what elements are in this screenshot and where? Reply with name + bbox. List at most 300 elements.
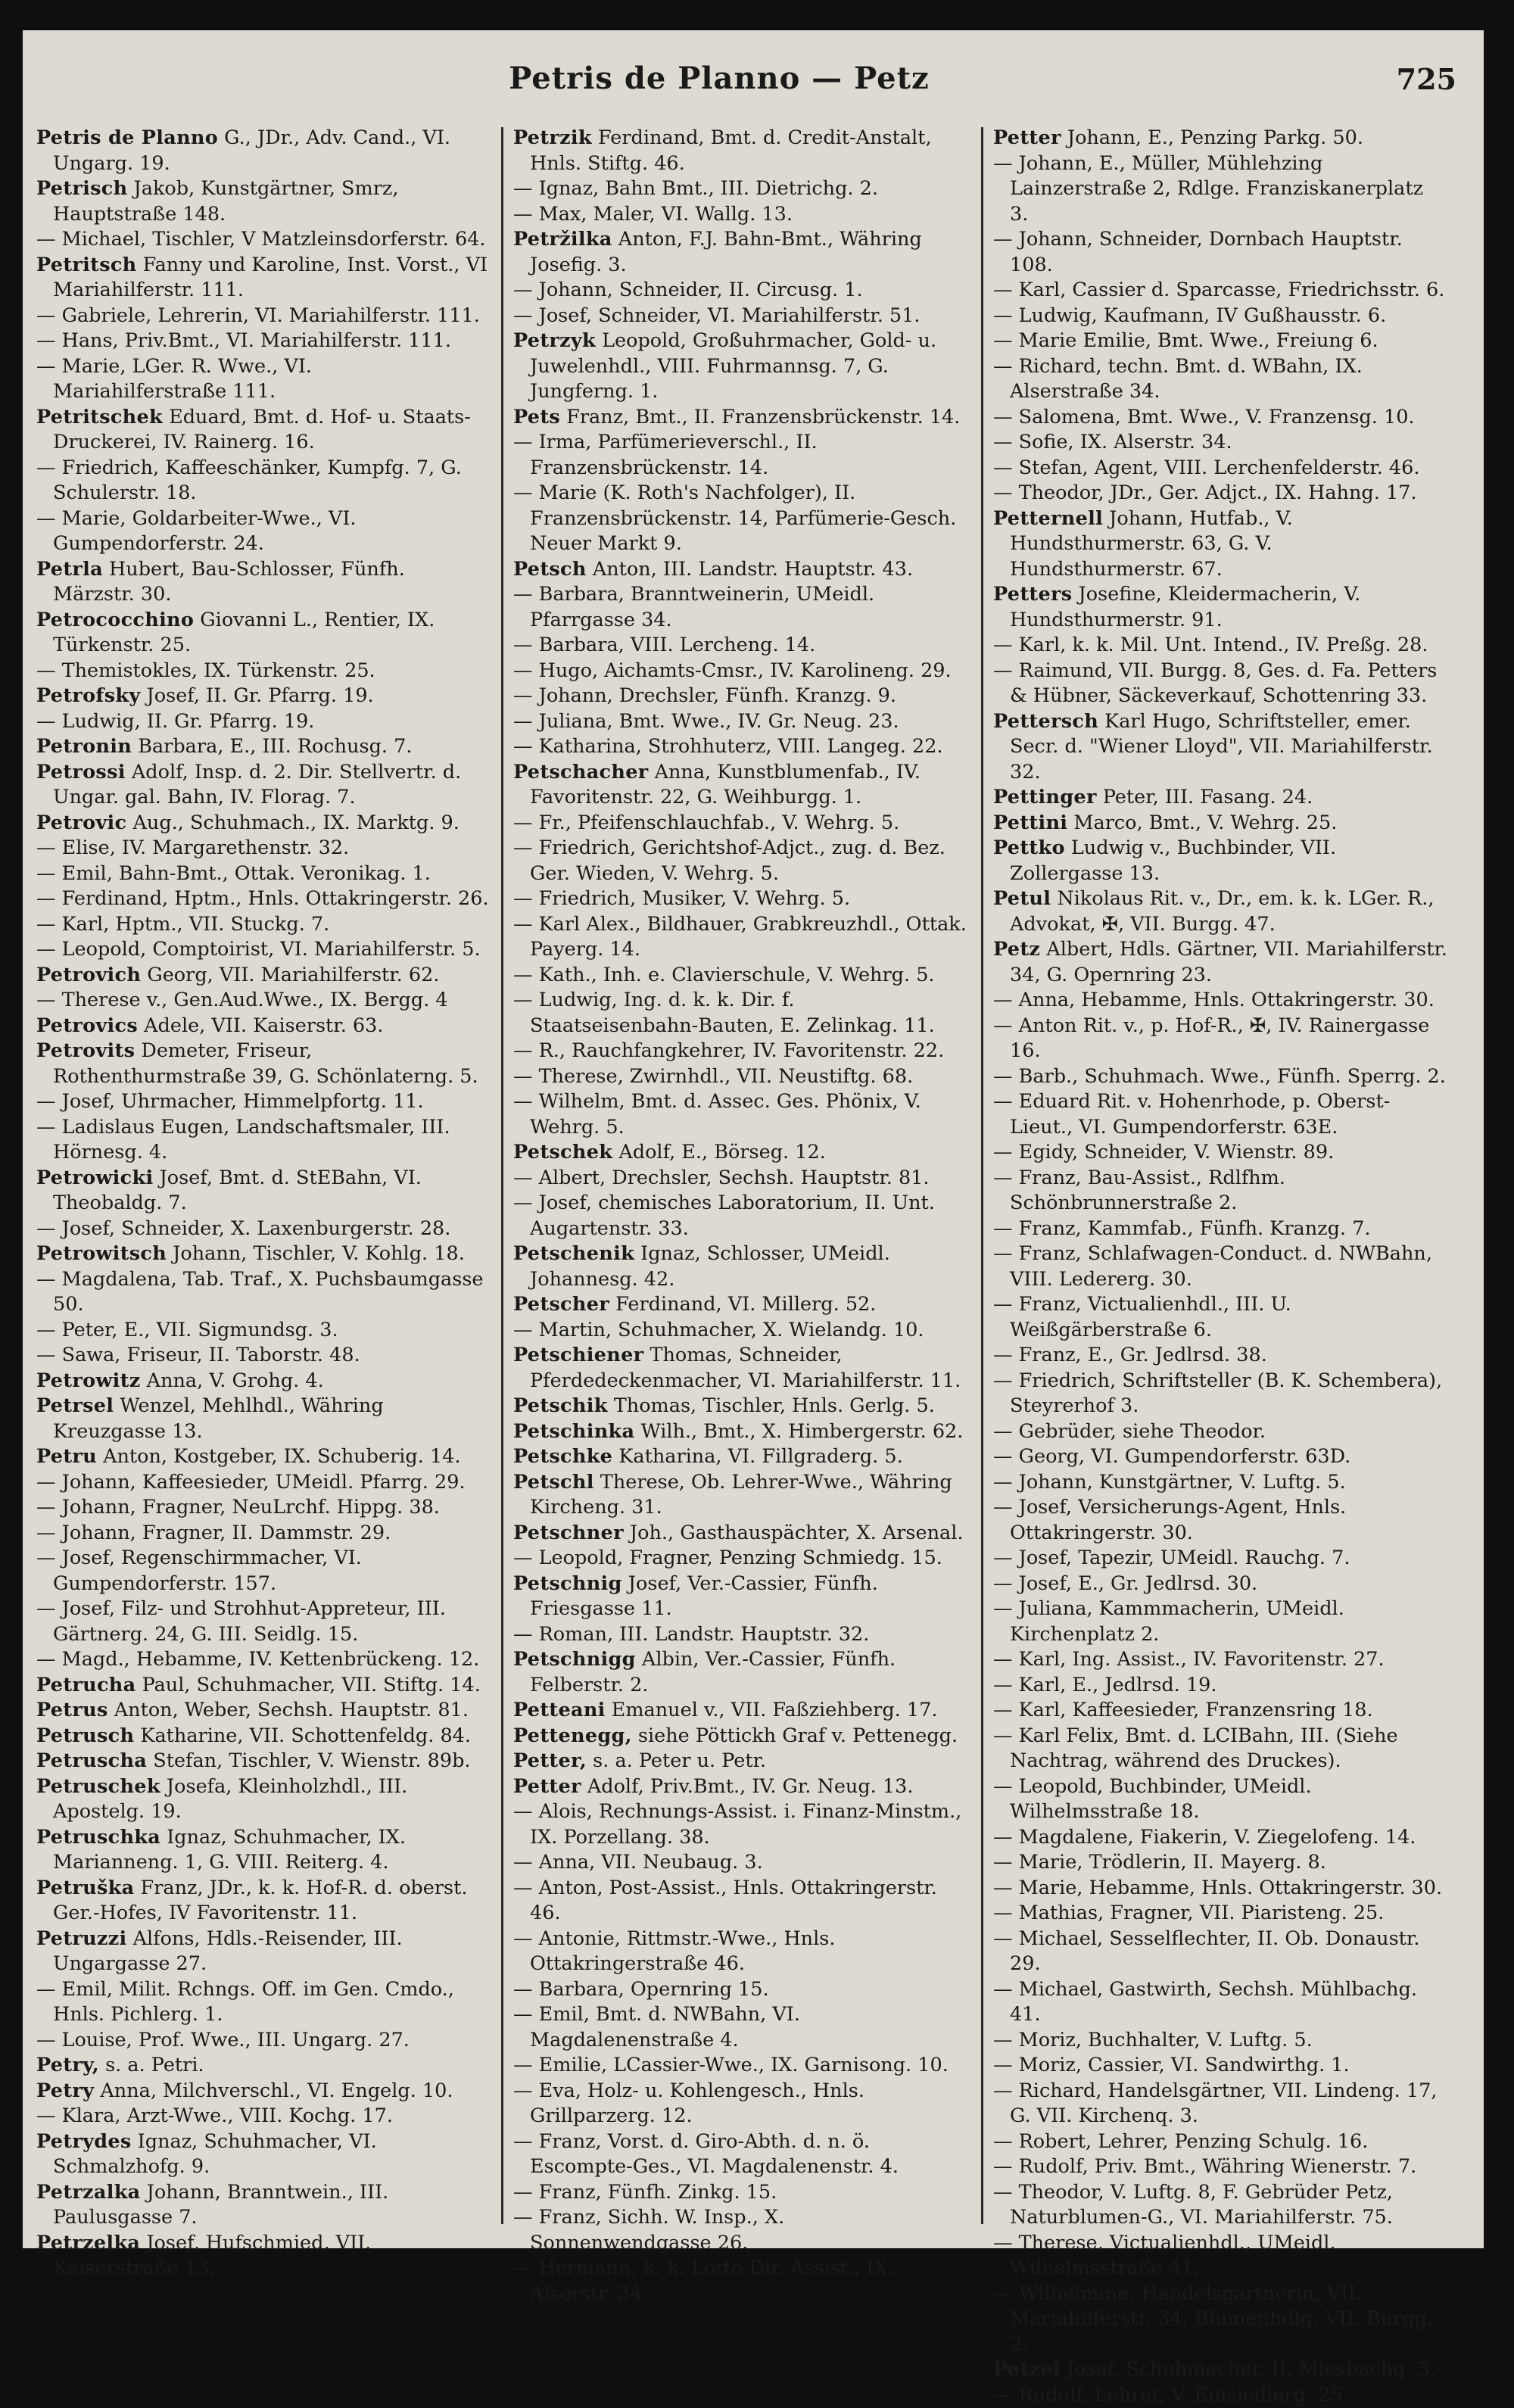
entry-details: — Friedrich, Musiker, V. Wehrg. 5. xyxy=(513,887,850,910)
directory-entry xyxy=(513,1876,967,1927)
entry-details: Stefan, Tischler, V. Wienstr. 89b. xyxy=(147,1749,470,1772)
entry-surname: Petrowicki xyxy=(36,1167,153,1189)
entry-surname: Petschke xyxy=(513,1445,612,1468)
entry-details: Anton, Weber, Sechsh. Hauptstr. 81. xyxy=(108,1699,469,1721)
directory-entry xyxy=(36,1546,491,1597)
directory-entry xyxy=(36,988,491,1014)
directory-entry xyxy=(993,988,1447,1014)
directory-entry xyxy=(513,2205,967,2256)
entry-surname: Petrzelka xyxy=(36,2232,140,2254)
entry-details: Eduard, Bmt. d. Hof- u. Staats-Druckerei, IV. Rainerg. 16. xyxy=(53,406,471,454)
directory-entry xyxy=(36,354,491,405)
entry-surname: Petrucha xyxy=(36,1674,136,1696)
directory-entry xyxy=(36,2180,491,2231)
entry-details: Marco, Bmt., V. Wehrg. 25. xyxy=(1067,811,1337,834)
directory-entry xyxy=(513,1850,967,1876)
entry-details: Ferdinand, VI. Millerg. 52. xyxy=(609,1293,876,1316)
directory-entry xyxy=(513,1927,967,1977)
directory-entry xyxy=(513,912,967,963)
column-1 xyxy=(36,126,491,2230)
entry-surname: Pettko xyxy=(993,836,1065,859)
entry-details: — Franz, Fünfh. Zinkg. 15. xyxy=(513,2181,777,2204)
entry-details: Nikolaus Rit. v., Dr., em. k. k. LGer. R., Advokat, ✠, VII. Burgg. 47. xyxy=(1010,887,1434,936)
entry-details: — Johann, E., Müller, Mühlehzing Lainzerstraße 2, Rdlge. Franziskanerplatz 3. xyxy=(993,152,1423,226)
directory-entry xyxy=(513,2079,967,2129)
entry-surname: Petul xyxy=(993,887,1051,910)
entry-details: — Marie Emilie, Bmt. Wwe., Freiung 6. xyxy=(993,329,1378,352)
directory-entry xyxy=(993,785,1447,811)
directory-entry xyxy=(513,582,967,633)
entry-details: — Josef, chemisches Laboratorium, II. Unt. Augartenstr. 33. xyxy=(513,1192,935,1240)
entry-surname: Petrzik xyxy=(513,126,592,149)
entry-details: Wilh., Bmt., X. Himbergerstr. 62. xyxy=(634,1420,963,1443)
running-head: Petris de Planno — Petz xyxy=(447,61,992,96)
entry-details: — Moriz, Cassier, VI. Sandwirthg. 1. xyxy=(993,2054,1350,2076)
entry-details: — Barbara, Branntweinerin, UMeidl. Pfarrgasse 34. xyxy=(513,583,874,631)
directory-entry xyxy=(993,1673,1447,1699)
entry-details: Ignaz, Schuhmacher, VI. Schmalzhofg. 9. xyxy=(53,2130,377,2179)
entry-surname: Petters xyxy=(993,583,1072,606)
directory-entry xyxy=(993,2154,1447,2180)
entry-details: — Magdalene, Fiakerin, V. Ziegelofeng. 14. xyxy=(993,1826,1416,1849)
entry-details: — R., Rauchfangkehrer, IV. Favoritenstr. 22. xyxy=(513,1039,944,1062)
entry-details: — Louise, Prof. Wwe., III. Ungarg. 27. xyxy=(36,2029,410,2051)
entry-details: Anton, III. Landstr. Hauptstr. 43. xyxy=(587,558,913,581)
directory-entry xyxy=(513,2053,967,2079)
entry-details: Josef, II. Gr. Pfarrg. 19. xyxy=(140,684,373,707)
entry-details: Johann, Branntwein., III. Paulusgasse 7. xyxy=(53,2181,388,2229)
directory-entry xyxy=(36,1698,491,1724)
entry-details: — Friedrich, Gerichtshof-Adjct., zug. d. Bez. Ger. Wieden, V. Wehrg. 5. xyxy=(513,836,945,885)
entry-surname: Petschenik xyxy=(513,1242,634,1265)
entry-details: — Johann, Fragner, NeuLrchf. Hippg. 38. xyxy=(36,1496,440,1519)
directory-entry xyxy=(36,1774,491,1825)
entry-details: Wenzel, Mehlhdl., Währing Kreuzgasse 13. xyxy=(53,1394,384,1443)
entry-surname: Petrydes xyxy=(36,2130,132,2153)
entry-details: Jakob, Kunstgärtner, Smrz, Hauptstraße 148. xyxy=(53,177,398,226)
entry-surname: Pets xyxy=(513,406,560,428)
directory-entry xyxy=(993,1014,1447,1064)
entry-details: Barbara, E., III. Rochusg. 7. xyxy=(132,735,412,758)
entry-surname: Petrisch xyxy=(36,177,127,200)
entry-details: — Marie, Goldarbeiter-Wwe., VI. Gumpendorferstr. 24. xyxy=(36,507,357,556)
directory-entry xyxy=(513,1064,967,1090)
directory-entry xyxy=(513,1622,967,1648)
directory-entry xyxy=(36,1166,491,1216)
directory-entry xyxy=(513,430,967,481)
directory-entry xyxy=(36,1444,491,1470)
directory-entry xyxy=(513,684,967,709)
directory-entry xyxy=(36,734,491,760)
entry-details: Demeter, Friseur, Rothenthurmstraße 39, G. Schönlaterng. 5. xyxy=(53,1039,478,1088)
entry-details: — Richard, techn. Bmt. d. WBahn, IX. Alserstraße 34. xyxy=(993,355,1363,403)
directory-entry xyxy=(993,304,1447,329)
entry-details: — Anton Rit. v., p. Hof-R., ✠, IV. Rainergasse 16. xyxy=(993,1014,1429,1063)
entry-surname: Petschnig xyxy=(513,1572,622,1595)
directory-entry xyxy=(993,481,1447,506)
entry-details: — Franz, Bau-Assist., Rdlfhm. Schönbrunnerstraße 2. xyxy=(993,1167,1285,1215)
entry-details: — Ferdinand, Hptm., Hnls. Ottakringerstr. 26. xyxy=(36,887,489,910)
entry-surname: Pettini xyxy=(993,811,1067,834)
directory-entry xyxy=(513,1521,967,1547)
directory-entry xyxy=(36,1977,491,2028)
directory-entry xyxy=(513,1977,967,2003)
directory-entry xyxy=(513,126,967,176)
entry-details: — Emil, Milit. Rchngs. Off. im Gen. Cmdo., Hnls. Pichlerg. 1. xyxy=(36,1978,454,2026)
entry-details: — Juliana, Bmt. Wwe., IV. Gr. Neug. 23. xyxy=(513,710,899,733)
directory-entry xyxy=(36,684,491,709)
directory-entry xyxy=(513,1241,967,1292)
entry-details: Karl Hugo, Schriftsteller, emer. Secr. d. "Wiener Lloyd", VII. Mariahilferstr. 32. xyxy=(1010,710,1433,783)
directory-entry xyxy=(993,836,1447,886)
entry-details: — Katharina, Strohhuterz, VIII. Langeg. 22. xyxy=(513,735,943,758)
directory-entry xyxy=(36,912,491,938)
entry-details: Leopold, Großuhrmacher, Gold- u. Juwelenhdl., VIII. Fuhrmannsg. 7, G. Jungferng. 1. xyxy=(530,329,936,403)
column-2 xyxy=(513,126,967,2230)
entry-details: — Michael, Tischler, V Matzleinsdorferstr. 64. xyxy=(36,228,486,251)
directory-entry xyxy=(993,456,1447,481)
entry-details: Ferdinand, Bmt. d. Credit-Anstalt, Hnls. Stiftg. 46. xyxy=(530,126,932,175)
directory-entry xyxy=(36,506,491,557)
directory-entry xyxy=(36,1825,491,1876)
directory-entry xyxy=(993,1470,1447,1496)
entry-details: Franz, JDr., k. k. Hof-R. d. oberst. Ger.-Hofes, IV Favoritenstr. 11. xyxy=(53,1877,467,1925)
entry-details: Josef, Schuhmacher, II. Miesbachg. 3. xyxy=(1061,2358,1436,2381)
directory-entry xyxy=(513,1774,967,1800)
entry-details: — Kath., Inh. e. Clavierschule, V. Wehrg. 5. xyxy=(513,964,935,986)
directory-entry xyxy=(36,1876,491,1927)
directory-entry xyxy=(993,1572,1447,1597)
directory-entry xyxy=(36,1369,491,1394)
entry-details: Emanuel v., VII. Faßziehberg. 17. xyxy=(606,1699,938,1721)
entry-surname: Petruška xyxy=(36,1877,134,1899)
directory-entry xyxy=(513,1318,967,1344)
directory-entry xyxy=(513,1419,967,1445)
entry-details: Adolf, E., Börseg. 12. xyxy=(612,1141,826,1164)
entry-surname: Petrowitz xyxy=(36,1369,141,1392)
directory-entry xyxy=(993,937,1447,988)
directory-entry xyxy=(513,304,967,329)
directory-entry xyxy=(36,1318,491,1344)
entry-surname: Petternell xyxy=(993,507,1103,530)
entry-details: — Josef, Uhrmacher, Himmelpfortg. 11. xyxy=(36,1090,424,1113)
entry-details: Josef, Hufschmied, VII. Kaiserstraße 13. xyxy=(53,2232,371,2280)
directory-entry xyxy=(513,1394,967,1419)
directory-entry xyxy=(36,1927,491,1977)
directory-entry xyxy=(513,1140,967,1166)
entry-details: — Josef, Tapezir, UMeidl. Rauchg. 7. xyxy=(993,1547,1350,1569)
entry-details: — Franz, Vorst. d. Giro-Abth. d. n. ö. Escompte-Ges., VI. Magdalenenstr. 4. xyxy=(513,2130,899,2179)
directory-entry xyxy=(36,1267,491,1318)
entry-details: — Elise, IV. Margarethenstr. 32. xyxy=(36,836,349,859)
entry-surname: Petronin xyxy=(36,735,132,758)
column-rule-1 xyxy=(501,127,503,2224)
entry-details: — Franz, E., Gr. Jedlrsd. 38. xyxy=(993,1344,1267,1366)
entry-surname: Petruzzi xyxy=(36,1927,127,1950)
directory-entry xyxy=(36,1749,491,1774)
entry-details: Alfons, Hdls.-Reisender, III. Ungargasse 27. xyxy=(53,1927,403,1976)
entry-details: Franz, Bmt., II. Franzensbrückenstr. 14. xyxy=(560,406,960,428)
entry-details: — Johann, Schneider, II. Circusg. 1. xyxy=(513,279,863,301)
directory-entry xyxy=(36,1014,491,1039)
entry-details: Adele, VII. Kaiserstr. 63. xyxy=(138,1014,383,1037)
directory-entry xyxy=(993,278,1447,304)
entry-details: — Antonie, Rittmstr.-Wwe., Hnls. Ottakringerstraße 46. xyxy=(513,1927,835,1976)
directory-entry xyxy=(993,1064,1447,1090)
entry-details: — Franz, Victualienhdl., III. U. Weißgärberstraße 6. xyxy=(993,1293,1291,1341)
entry-details: Albert, Hdls. Gärtner, VII. Mariahilferstr. 34, G. Opernring 23. xyxy=(1010,938,1447,986)
entry-details: — Josef, Schneider, X. Laxenburgerstr. 28. xyxy=(36,1217,450,1240)
directory-entry xyxy=(513,2256,967,2307)
entry-details: — Karl, Kaffeesieder, Franzensring 18. xyxy=(993,1699,1373,1721)
entry-surname: Petrusch xyxy=(36,1724,134,1747)
entry-surname: Petschner xyxy=(513,1522,624,1544)
entry-details: Fanny und Karoline, Inst. Vorst., VI Mariahilferstr. 111. xyxy=(53,254,488,302)
directory-entry xyxy=(513,988,967,1039)
directory-entry xyxy=(36,1115,491,1166)
entry-details: — Hermann, k. k. Lotto-Dir. Assist., IX. Alserstr. 34. xyxy=(513,2257,894,2305)
directory-entry xyxy=(513,2002,967,2053)
entry-details: — Ludwig, Ing. d. k. k. Dir. f. Staatseisenbahn-Bauten, E. Zelinkag. 11. xyxy=(513,989,935,1037)
entry-surname: Petrossi xyxy=(36,761,126,783)
entry-details: — Michael, Sesselflechter, II. Ob. Donaustr. 29. xyxy=(993,1927,1419,1976)
entry-surname: Petrovic xyxy=(36,811,126,834)
entry-surname: Petter, xyxy=(513,1749,587,1772)
directory-entry xyxy=(993,1927,1447,1977)
directory-entry xyxy=(513,709,967,735)
entry-details: — Max, Maler, VI. Wallg. 13. xyxy=(513,203,793,226)
entry-surname: Pettersch xyxy=(993,710,1098,733)
directory-entry xyxy=(993,811,1447,836)
directory-entry xyxy=(36,1241,491,1267)
directory-entry xyxy=(36,608,491,659)
directory-entry xyxy=(36,253,491,304)
directory-entry xyxy=(993,1140,1447,1166)
entry-details: Thomas, Tischler, Hnls. Gerlg. 5. xyxy=(608,1394,935,1417)
directory-entry xyxy=(993,227,1447,278)
directory-entry xyxy=(993,1292,1447,1343)
entry-details: — Karl, E., Jedlrsd. 19. xyxy=(993,1674,1217,1696)
directory-entry xyxy=(993,1850,1447,1876)
entry-details: — Josef, Filz- und Strohhut-Appreteur, III. Gärtnerg. 24, G. III. Seidlg. 15. xyxy=(36,1597,446,1646)
entry-details: Peter, III. Fasang. 24. xyxy=(1097,786,1313,808)
directory-entry xyxy=(36,329,491,354)
entry-details: — Josef, Schneider, VI. Mariahilferstr. 51. xyxy=(513,304,920,327)
directory-entry xyxy=(36,1216,491,1242)
directory-entry xyxy=(513,481,967,557)
directory-entry xyxy=(993,126,1447,151)
entry-details: — Karl Alex., Bildhauer, Grabkreuzhdl., Ottak. Payerg. 14. xyxy=(513,913,967,961)
directory-entry xyxy=(36,963,491,989)
entry-details: Aug., Schuhmach., IX. Marktg. 9. xyxy=(126,811,459,834)
entry-details: Katharine, VII. Schottenfeldg. 84. xyxy=(134,1724,471,1747)
entry-details: — Hugo, Aichamts-Cmsr., IV. Karolineng. 29. xyxy=(513,659,952,682)
directory-entry xyxy=(36,1089,491,1115)
entry-surname: Petruschka xyxy=(36,1826,160,1849)
entry-details: — Barb., Schuhmach. Wwe., Fünfh. Sperrg. 2. xyxy=(993,1065,1446,1088)
directory-entry xyxy=(36,811,491,836)
directory-entry xyxy=(513,2180,967,2206)
directory-entry xyxy=(513,811,967,836)
entry-details: — Leopold, Fragner, Penzing Schmiedg. 15. xyxy=(513,1547,942,1569)
entry-details: — Albert, Drechsler, Sechsh. Hauptstr. 81. xyxy=(513,1167,930,1189)
directory-entry xyxy=(36,2079,491,2104)
directory-entry xyxy=(993,1444,1447,1470)
directory-entry xyxy=(513,1647,967,1698)
directory-entry xyxy=(993,1343,1447,1369)
entry-surname: Petru xyxy=(36,1445,97,1468)
entry-surname: Petschl xyxy=(513,1471,594,1494)
entry-details: — Gabriele, Lehrerin, VI. Mariahilferstr. 111. xyxy=(36,304,480,327)
entry-details: Katharina, VI. Fillgraderg. 5. xyxy=(612,1445,902,1468)
directory-entry xyxy=(993,1419,1447,1445)
directory-entry xyxy=(36,2129,491,2180)
entry-details: Albin, Ver.-Cassier, Fünfh. Felberstr. 2. xyxy=(530,1648,896,1696)
directory-entry xyxy=(513,1343,967,1394)
entry-details: — Rudolf, Lehrer, V. Einsiedlerg. 25. xyxy=(993,2384,1349,2406)
entry-details: — Emilie, LCassier-Wwe., IX. Garnisong. 10. xyxy=(513,2054,949,2076)
entry-details: Paul, Schuhmacher, VII. Stiftg. 14. xyxy=(136,1674,480,1696)
directory-entry xyxy=(513,1166,967,1192)
entry-details: — Karl Felix, Bmt. d. LCIBahn, III. (Siehe Nachtrag, während des Druckes). xyxy=(993,1724,1398,1773)
directory-entry xyxy=(993,1901,1447,1927)
directory-entry xyxy=(993,582,1447,633)
directory-entry xyxy=(513,836,967,886)
directory-entry xyxy=(993,1089,1447,1140)
directory-entry xyxy=(513,176,967,202)
directory-entry xyxy=(513,1546,967,1572)
entry-surname: Petry xyxy=(36,2079,94,2102)
directory-entry xyxy=(993,2079,1447,2129)
entry-details: — Marie, LGer. R. Wwe., VI. Mariahilferstraße 111. xyxy=(36,355,312,403)
directory-entry xyxy=(993,709,1447,786)
directory-entry xyxy=(36,1495,491,1521)
directory-entry xyxy=(513,1191,967,1241)
entry-details: — Magd., Hebamme, IV. Kettenbrückeng. 12. xyxy=(36,1648,479,1671)
entry-surname: Petrla xyxy=(36,558,103,581)
entry-details: — Klara, Arzt-Wwe., VIII. Kochg. 17. xyxy=(36,2104,393,2127)
entry-details: Joh., Gasthauspächter, X. Arsenal. xyxy=(624,1522,964,1544)
entry-details: Anna, Kunstblumenfab., IV. Favoritenstr. 22, G. Weihburgg. 1. xyxy=(530,761,921,809)
entry-details: Thomas, Schneider, Pferdedeckenmacher, VI. Mariahilferstr. 11. xyxy=(530,1344,961,1392)
entry-details: — Therese, Victualienhdl., UMeidl. Wilhelmsstraße 41. xyxy=(993,2232,1336,2280)
directory-entry xyxy=(513,1572,967,1622)
entry-details: — Richard, Handelsgärtner, VII. Lindeng. 17, G. VII. Kirchenq. 3. xyxy=(993,2079,1437,2128)
entry-details: — Anton, Post-Assist., Hnls. Ottakringerstr. 46. xyxy=(513,1877,937,1925)
directory-entry xyxy=(993,2231,1447,2282)
directory-entry xyxy=(36,2231,491,2282)
entry-details: — Wilhelmine, Handelsgärtnerin, VII. Mariahilferstr. 34, Blumenhdlg. VII. Burgg. 2. xyxy=(993,2282,1433,2356)
entry-details: Ignaz, Schuhmacher, IX. Marianneng. 1, G. VIII. Reiterg. 4. xyxy=(53,1826,406,1874)
entry-surname: Petrsel xyxy=(36,1394,114,1417)
directory-entry xyxy=(36,2028,491,2054)
entry-surname: Petschiener xyxy=(513,1344,643,1366)
entry-details: — Hans, Priv.Bmt., VI. Mariahilferstr. 111. xyxy=(36,329,451,352)
entry-details: Hubert, Bau-Schlosser, Fünfh. Märzstr. 30. xyxy=(53,558,405,606)
directory-entry xyxy=(513,659,967,684)
entry-details: — Franz, Schlafwagen-Conduct. d. NWBahn, VIII. Ledererg. 30. xyxy=(993,1242,1432,1291)
entry-details: Josefa, Kleinholzhdl., III. Apostelg. 19. xyxy=(53,1775,407,1824)
directory-entry xyxy=(513,227,967,278)
directory-entry xyxy=(993,633,1447,659)
entry-details: — Marie, Trödlerin, II. Mayerg. 8. xyxy=(993,1851,1326,1874)
entry-details: — Eva, Holz- u. Kohlengesch., Hnls. Grillparzerg. 12. xyxy=(513,2079,864,2128)
directory-entry xyxy=(513,1089,967,1140)
entry-details: — Peter, E., VII. Sigmundsg. 3. xyxy=(36,1319,338,1341)
entry-details: Johann, E., Penzing Parkg. 50. xyxy=(1061,126,1363,149)
entry-details: Josef, Bmt. d. StEBahn, VI. Theobaldg. 7. xyxy=(53,1167,422,1215)
directory-entry xyxy=(513,1292,967,1318)
entry-details: Johann, Hutfab., V. Hundsthurmerstr. 63, G. V. Hundsthurmerstr. 67. xyxy=(1010,507,1293,581)
entry-surname: Petruscha xyxy=(36,1749,147,1772)
entry-surname: Petritschek xyxy=(36,406,163,428)
entry-surname: Petrofsky xyxy=(36,684,140,707)
entry-details: — Ladislaus Eugen, Landschaftsmaler, III. Hörnesg. 4. xyxy=(36,1116,450,1164)
entry-details: — Emil, Bmt. d. NWBahn, VI. Magdalenenstraße 4. xyxy=(513,2003,800,2051)
entry-surname: Petschinka xyxy=(513,1420,634,1443)
entry-details: — Leopold, Buchbinder, UMeidl. Wilhelmsstraße 18. xyxy=(993,1775,1312,1824)
directory-entry xyxy=(513,1444,967,1470)
directory-entry xyxy=(36,126,491,176)
directory-entry xyxy=(993,430,1447,456)
entry-details: — Juliana, Kammmacherin, UMeidl. Kirchenplatz 2. xyxy=(993,1597,1344,1646)
directory-entry xyxy=(36,1724,491,1749)
directory-entry xyxy=(513,760,967,811)
entry-surname: Petris de Planno xyxy=(36,126,218,149)
directory-entry xyxy=(36,1597,491,1647)
entry-surname: Petrzalka xyxy=(36,2181,141,2204)
directory-entry xyxy=(36,176,491,227)
directory-entry xyxy=(36,1647,491,1673)
entry-details: — Karl, k. k. Mil. Unt. Intend., IV. Preßg. 28. xyxy=(993,634,1428,656)
directory-entry xyxy=(993,1166,1447,1216)
column-3 xyxy=(993,126,1447,2230)
entry-details: — Salomena, Bmt. Wwe., V. Franzensg. 10. xyxy=(993,406,1415,428)
entry-surname: Petrowitsch xyxy=(36,1242,167,1265)
entry-details: — Josef, Regenschirmmacher, VI. Gumpendorferstr. 157. xyxy=(36,1547,362,1595)
directory-entry xyxy=(993,1495,1447,1546)
entry-details: — Magdalena, Tab. Traf., X. Puchsbaumgasse 50. xyxy=(36,1268,484,1316)
entry-details: Josefine, Kleidermacherin, V. Hundsthurmerstr. 91. xyxy=(1010,583,1360,631)
directory-entry xyxy=(36,886,491,912)
entry-details: — Ignaz, Bahn Bmt., III. Dietrichg. 2. xyxy=(513,177,878,200)
entry-details: — Leopold, Comptoirist, VI. Mariahilferstr. 5. xyxy=(36,938,481,961)
entry-details: Anna, V. Grohg. 4. xyxy=(141,1369,324,1392)
entry-details: — Marie (K. Roth's Nachfolger), II. Franzensbrückenstr. 14, Parfümerie-Gesch. Neuer Markt 9. xyxy=(513,481,956,555)
directory-entry xyxy=(36,1039,491,1089)
entry-surname: Petritsch xyxy=(36,254,137,276)
entry-details: — Mathias, Fragner, VII. Piaristeng. 25. xyxy=(993,1902,1384,1924)
directory-entry xyxy=(993,1698,1447,1724)
entry-details: Johann, Tischler, V. Kohlg. 18. xyxy=(167,1242,465,1265)
directory-entry xyxy=(513,405,967,431)
directory-entry xyxy=(993,329,1447,354)
directory-entry xyxy=(36,456,491,506)
entry-details: — Sofie, IX. Alserstr. 34. xyxy=(993,431,1232,453)
entry-details: — Raimund, VII. Burgg. 8, Ges. d. Fa. Petters & Hübner, Säckeverkauf, Schottenring 33. xyxy=(993,659,1437,708)
entry-surname: Petscher xyxy=(513,1293,609,1316)
entry-details: — Johann, Fragner, II. Dammstr. 29. xyxy=(36,1522,391,1544)
entry-details: — Fr., Pfeifenschlauchfab., V. Wehrg. 5. xyxy=(513,811,899,834)
directory-entry xyxy=(993,886,1447,937)
entry-details: Therese, Ob. Lehrer-Wwe., Währing Kircheng. 31. xyxy=(530,1471,952,1519)
entry-surname: Pettinger xyxy=(993,786,1097,808)
entry-details: — Barbara, Opernring 15. xyxy=(513,1978,769,2001)
page-header xyxy=(23,61,1484,121)
entry-details: Anton, Kostgeber, IX. Schuberig. 14. xyxy=(97,1445,461,1468)
entry-details: — Theodor, JDr., Ger. Adjct., IX. Hahng. 17. xyxy=(993,481,1417,504)
directory-entry xyxy=(36,861,491,887)
